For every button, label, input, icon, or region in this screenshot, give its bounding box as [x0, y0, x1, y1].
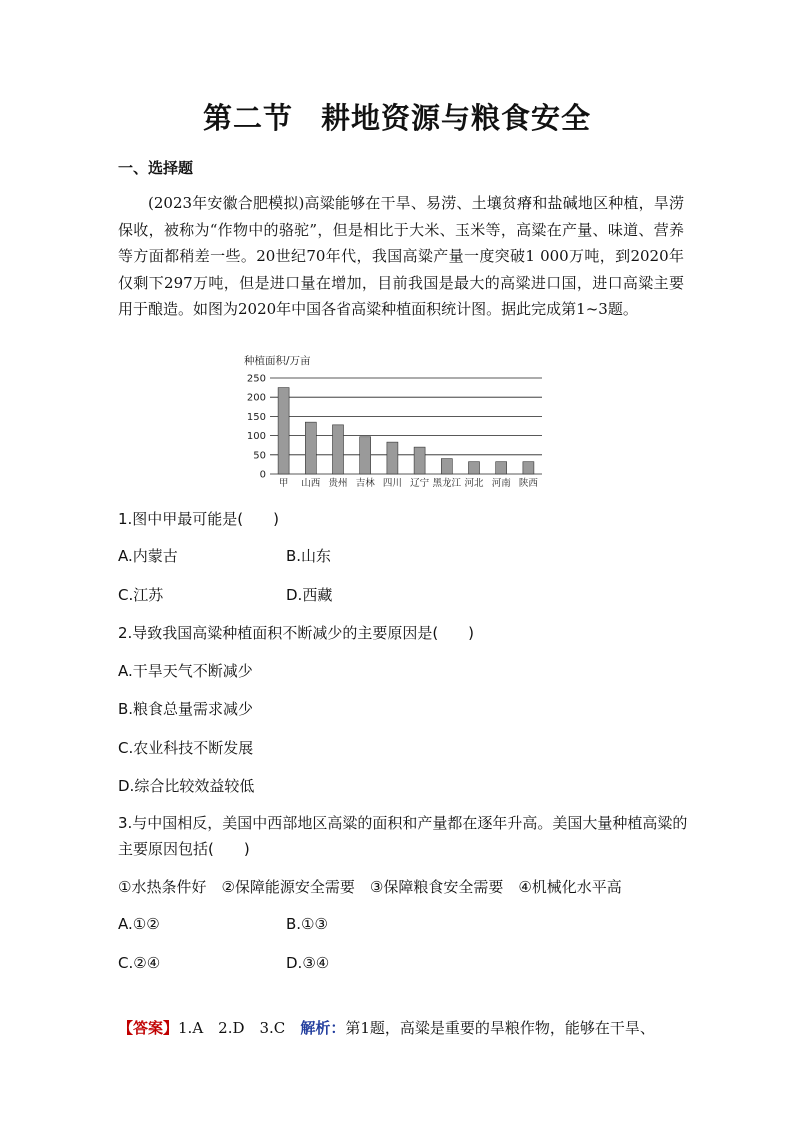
- question-passage: (2023年安徽合肥模拟)高粱能够在干旱、易涝、土壤贫瘠和盐碱地区种植，旱涝保收，被称为“作物中的骆驼”，但是相比于大米、玉米等，高粱在产量、味道、营养等方面都稍差一些。20世纪70年代，我国高粱产量一度突破1 000万吨，到2020年仅剩下297万吨，但是进口量在增加，目前我国是最大的高粱进口国，进口高粱主要用于酿造。如图为2020年中国各省高粱种植面积统计图。据此完成第1~3题。: [118, 194, 684, 318]
- chart-x-tick-label: 贵州: [328, 478, 348, 489]
- chart-bar: [523, 462, 534, 474]
- q3-option-c[interactable]: C.②④: [118, 954, 161, 972]
- q1-option-b[interactable]: B.山东: [286, 547, 332, 565]
- chart-x-tick-label: 山西: [301, 478, 321, 489]
- chart-y-axis-label: 种植面积/万亩: [244, 355, 311, 367]
- chart-x-tick-label: 河南: [491, 478, 511, 489]
- answer-values: 1.A 2.D 3.C: [178, 1019, 286, 1037]
- title-topic: 耕地资源与粮食安全: [321, 101, 592, 135]
- chart-bar: [387, 442, 398, 474]
- q3-option-a[interactable]: A.①②: [118, 915, 160, 933]
- page-title: [0, 96, 794, 137]
- chart-y-tick-label: 250: [246, 373, 266, 385]
- title-section-number: 第二节: [202, 101, 293, 135]
- q2-option-a[interactable]: A.干旱天气不断减少: [118, 662, 253, 680]
- chart-x-tick-label: 吉林: [355, 478, 375, 489]
- q1-option-a[interactable]: A.内蒙古: [118, 547, 178, 565]
- analysis-text: 第1题，高粱是重要的旱粮作物，能够在干旱、: [345, 1019, 655, 1037]
- chart-x-tick-label: 河北: [464, 478, 484, 489]
- q2-option-b[interactable]: B.粮食总量需求减少: [118, 700, 254, 718]
- q2-option-d[interactable]: D.综合比较效益较低: [118, 777, 255, 795]
- chart-y-tick-label: 150: [246, 411, 266, 423]
- section-heading: 一、选择题: [118, 159, 194, 177]
- chart-y-tick-label: 0: [259, 469, 266, 481]
- q3-option-d[interactable]: D.③④: [286, 954, 330, 972]
- chart-bar: [441, 459, 452, 474]
- q3-option-b[interactable]: B.①③: [286, 915, 328, 933]
- answer-tag: 【答案】: [118, 1019, 179, 1037]
- chart-bar: [469, 462, 480, 474]
- chart-bar: [360, 437, 371, 474]
- q1-option-c[interactable]: C.江苏: [118, 586, 164, 604]
- chart-x-tick-label: 黑龙江: [432, 478, 462, 489]
- question-3-stem: 3.与中国相反，美国中西部地区高粱的面积和产量都在逐年升高。美国大量种植高粱的主要原因包括( ): [118, 814, 688, 858]
- chart-x-tick-label: 辽宁: [410, 478, 430, 489]
- question-2-stem: 2.导致我国高粱种植面积不断减少的主要原因是( ): [118, 624, 475, 642]
- chart-bar: [278, 388, 289, 474]
- chart-y-tick-label: 50: [253, 450, 266, 462]
- analysis-tag: 解析：: [300, 1019, 346, 1037]
- chart-y-tick-label: 200: [246, 392, 266, 404]
- q2-option-c[interactable]: C.农业科技不断发展: [118, 739, 254, 757]
- chart-x-tick-label: 四川: [382, 478, 402, 489]
- chart-x-tick-label: 陕西: [518, 478, 538, 489]
- chart-bar: [305, 422, 316, 474]
- answer-line: [118, 1017, 655, 1038]
- chart-bar: [496, 462, 507, 474]
- question-1-stem: 1.图中甲最可能是( ): [118, 510, 280, 528]
- sorghum-area-bar-chart: [230, 352, 560, 492]
- q1-option-d[interactable]: D.西藏: [286, 586, 333, 604]
- q3-statements: ①水热条件好 ②保障能源安全需要 ③保障粮食安全需要 ④机械化水平高: [118, 878, 622, 896]
- chart-y-tick-label: 100: [246, 431, 266, 443]
- chart-bar: [414, 447, 425, 474]
- chart-x-tick-label: 甲: [278, 478, 289, 489]
- chart-bar: [333, 425, 344, 474]
